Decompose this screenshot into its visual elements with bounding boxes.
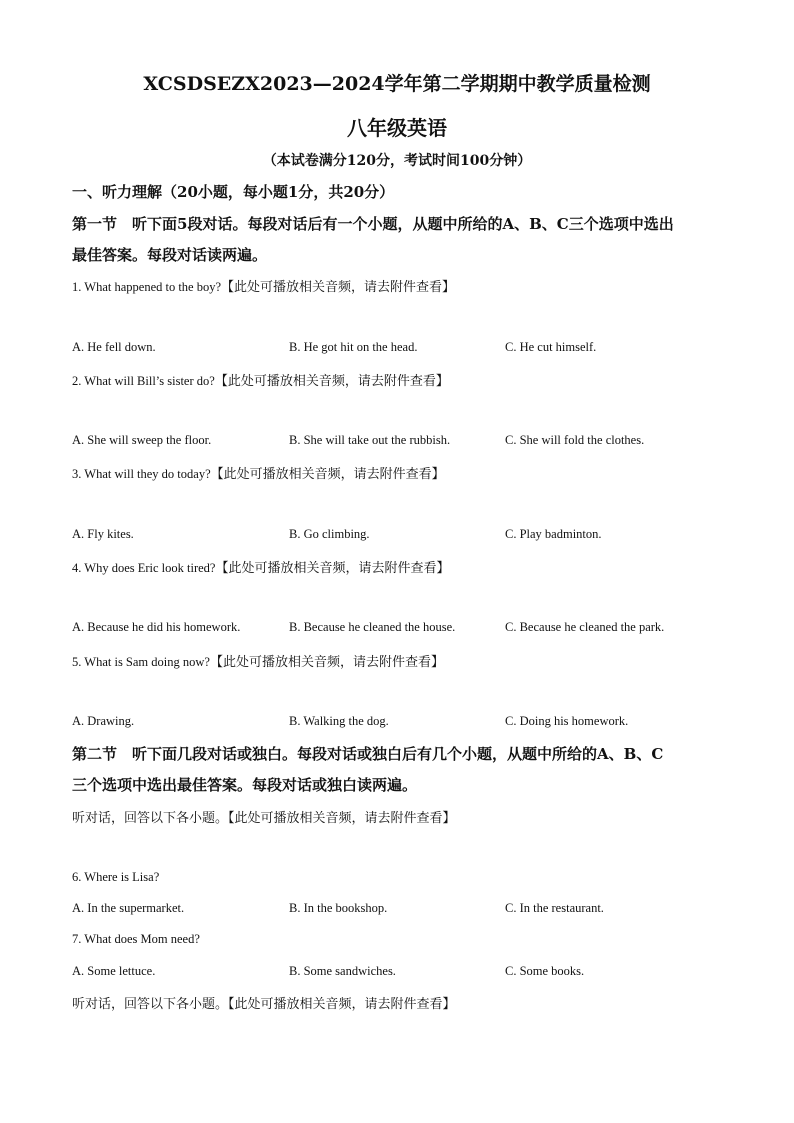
question-6-option-b: B. In the bookshop. — [289, 901, 388, 915]
part2-instruction-line2: 三个选项中选出最佳答案。每段对话或独白读两遍。 — [72, 776, 418, 794]
question-4-option-a: A. Because he did his homework. — [72, 620, 241, 634]
question-stem: 2. What will Bill’s sister do? — [72, 374, 215, 388]
question-4-option-b: B. Because he cleaned the house. — [289, 620, 456, 634]
part1-instruction-line1: 第一节 听下面5段对话。每段对话后有一个小题，从题中所给的A、B、C三个选项中选出 — [72, 215, 674, 233]
question-1-option-b: B. He got hit on the head. — [289, 340, 418, 354]
question-3 — [72, 463, 445, 482]
question-5-option-a: A. Drawing. — [72, 714, 135, 728]
audio-note: 【此处可播放相关音频，请去附件查看】 — [215, 561, 450, 576]
question-7-option-b: B. Some sandwiches. — [289, 964, 396, 978]
question-3-option-b: B. Go climbing. — [289, 527, 370, 541]
part2-instruction-line1: 第二节 听下面几段对话或独白。每段对话或独白后有几个小题，从题中所给的A、B、C — [72, 745, 664, 763]
exam-title: XCSDSEZX2023—2024学年第二学期期中教学质量检测 — [143, 73, 651, 95]
audio-note: 【此处可播放相关音频，请去附件查看】 — [221, 280, 456, 295]
audio-note: 【此处可播放相关音频，请去附件查看】 — [214, 374, 449, 389]
question-2-option-b: B. She will take out the rubbish. — [289, 433, 451, 447]
question-2-option-c: C. She will fold the clothes. — [505, 433, 645, 447]
question-6-option-a: A. In the supermarket. — [72, 901, 185, 915]
question-2 — [72, 370, 449, 389]
question-2-option-a: A. She will sweep the floor. — [72, 433, 212, 447]
listen-prompt-2: 听对话，回答以下各小题。【此处可播放相关音频，请去附件查看】 — [72, 997, 456, 1012]
question-6-option-c: C. In the restaurant. — [505, 901, 604, 915]
question-4 — [72, 557, 450, 576]
exam-subtitle: 八年级英语 — [347, 116, 447, 140]
exam-note: （本试卷满分120分，考试时间100分钟） — [262, 153, 532, 169]
audio-note: 【此处可播放相关音频，请去附件查看】 — [209, 655, 444, 670]
question-1-option-c: C. He cut himself. — [505, 340, 597, 354]
audio-note: 【此处可播放相关音频，请去附件查看】 — [210, 467, 445, 482]
question-7-option-a: A. Some lettuce. — [72, 964, 156, 978]
question-stem: 1. What happened to the boy? — [72, 280, 222, 294]
question-6: 6. Where is Lisa? — [72, 870, 160, 884]
question-stem: 5. What is Sam doing now? — [72, 655, 210, 669]
question-5 — [72, 651, 444, 670]
question-7-option-c: C. Some books. — [505, 964, 585, 978]
question-3-option-a: A. Fly kites. — [72, 527, 134, 541]
question-5-option-b: B. Walking the dog. — [289, 714, 389, 728]
question-stem: 3. What will they do today? — [72, 467, 211, 481]
question-stem: 4. Why does Eric look tired? — [72, 561, 216, 575]
listen-prompt-1: 听对话，回答以下各小题。【此处可播放相关音频，请去附件查看】 — [72, 811, 456, 826]
part1-instruction-line2: 最佳答案。每段对话读两遍。 — [72, 246, 268, 264]
question-1 — [72, 276, 455, 295]
question-7: 7. What does Mom need? — [72, 932, 200, 946]
question-3-option-c: C. Play badminton. — [505, 527, 602, 541]
section-heading: 一、听力理解（20小题，每小题1分，共20分） — [72, 183, 395, 201]
question-5-option-c: C. Doing his homework. — [505, 714, 629, 728]
question-1-option-a: A. He fell down. — [72, 340, 156, 354]
question-4-option-c: C. Because he cleaned the park. — [505, 620, 665, 634]
